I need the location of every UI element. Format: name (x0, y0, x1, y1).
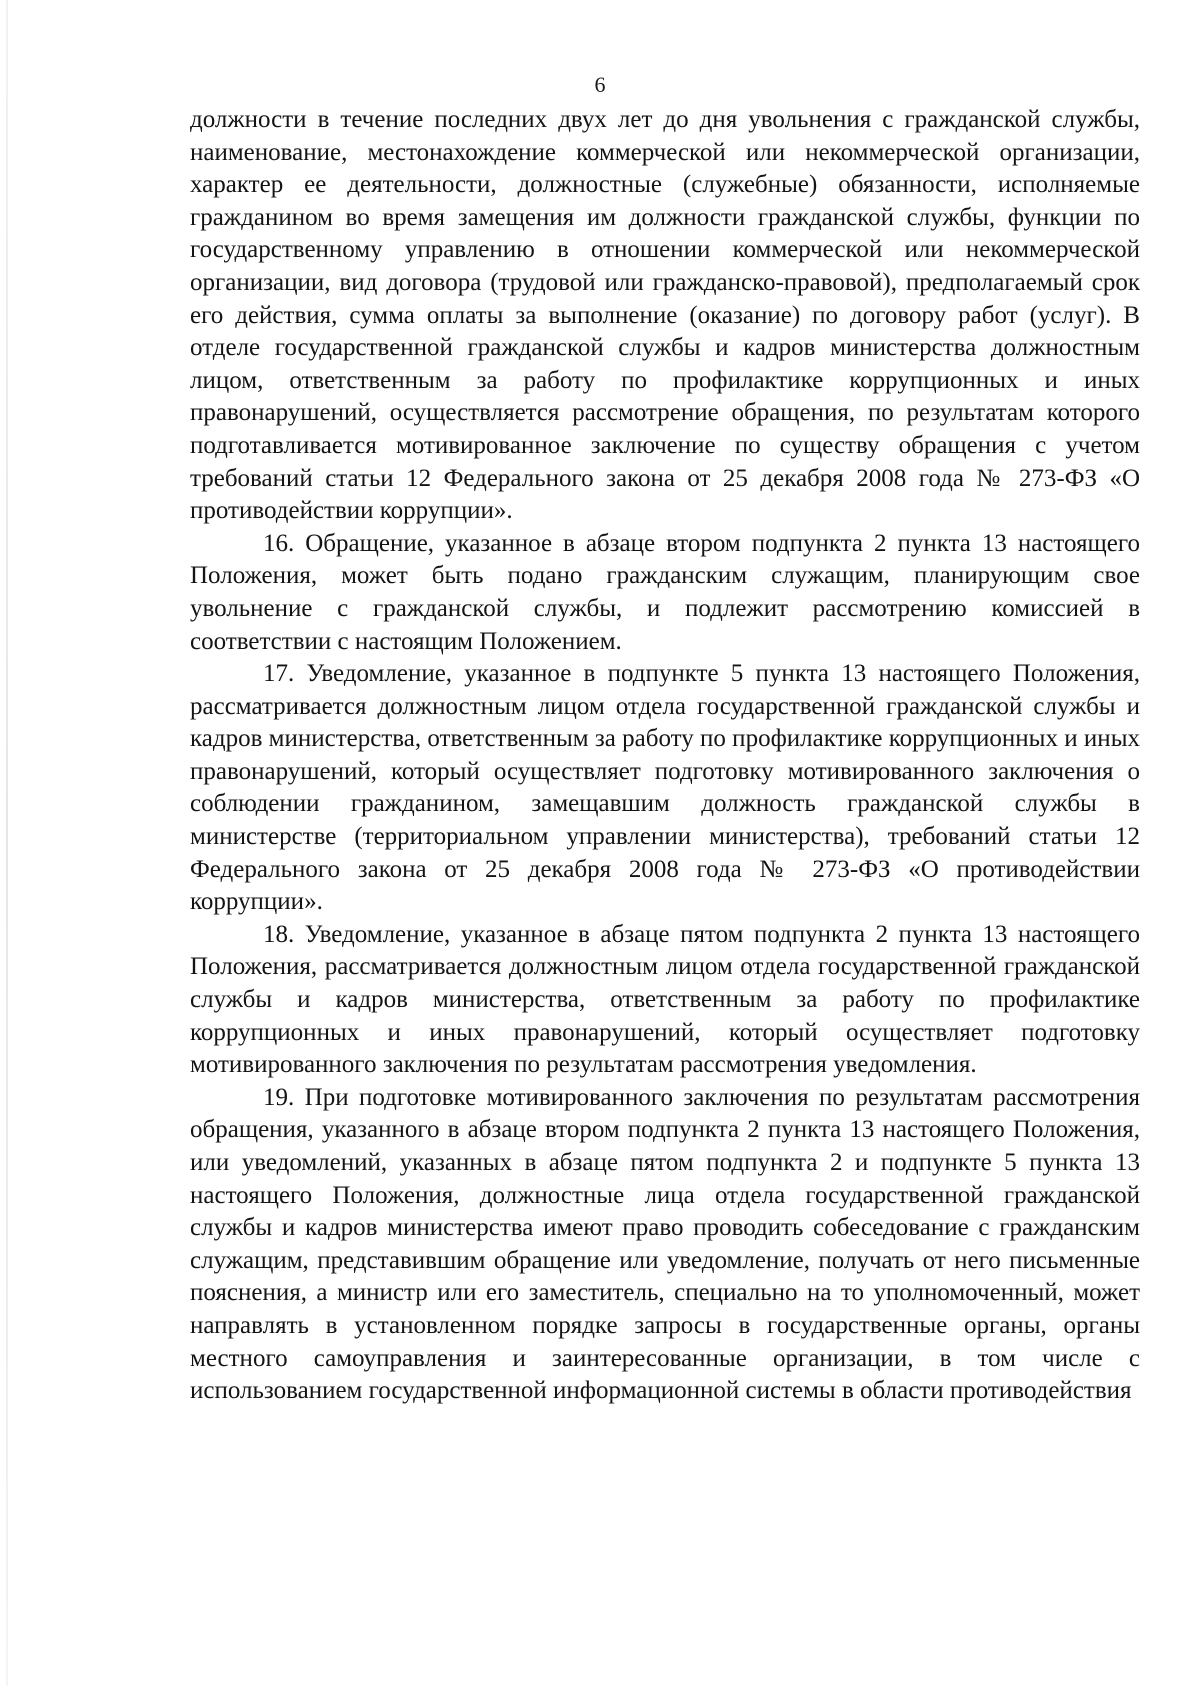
page-number: 6 (594, 72, 606, 97)
paragraph-19: 19. При подготовке мотивированного заключения по результатам рассмотрения обращения, указанного в абзаце втором подпункта 2 пункта 13 настоящего Положения, или уведомлений, указанных в абзаце пятом подпункта 2 и подпункте 5 пункта 13 настоящего Положения, должностные лица отдела государственной гражданской службы и кадров министерства имеют право проводить собеседование с гражданским служащим, представившим обращение или уведомление, получать от него письменные пояснения, а министр или его заместитель, специально на то уполномоченный, может направлять в установленном порядке запросы в государственные органы, органы местного самоуправления и заинтересованные организации, в том числе с использованием государственной информационной системы в области противодействия (190, 1083, 1140, 1405)
paragraph-17: 17. Уведомление, указанное в подпункте 5 пункта 13 настоящего Положения, рассматривается должностным лицом отдела государственной гражданской службы и кадров министерства, ответственным за работу по профилактике коррупционных и иных правонарушений, который осуществляет подготовку мотивированного заключения о соблюдении гражданином, замещавшим должность гражданской службы в министерстве (территориальном управлении министерства), требований статьи 12 Федерального закона от 25 декабря 2008 года № 273-ФЗ «О противодействии коррупции». (190, 660, 1140, 916)
paragraph-18: 18. Уведомление, указанное в абзаце пятом подпункта 2 пункта 13 настоящего Положения, рассматривается должностным лицом отдела государственной гражданской службы и кадров министерства, ответственным за работу по профилактике коррупционных и иных правонарушений, который осуществляет подготовку мотивированного заключения по результатам рассмотрения уведомления. (190, 920, 1140, 1079)
scan-edge-line (6, 0, 8, 1686)
paragraph-16: 16. Обращение, указанное в абзаце втором подпункта 2 пункта 13 настоящего Положения, может быть подано гражданским служащим, планирующим свое увольнение с гражданской службы, и подлежит рассмотрению комиссией в соответствии с настоящим Положением. (190, 529, 1140, 655)
paragraph-continuation: должности в течение последних двух лет до дня увольнения с гражданской службы, наименование, местонахождение коммерческой или некоммерческой организации, характер ее деятельности, должностные (служебные) обязанности, исполняемые гражданином во время замещения им должности гражданской службы, функции по государственному управлению в отношении коммерческой или некоммерческой организации, вид договора (трудовой или гражданско-правовой), предполагаемый срок его действия, сумма оплаты за выполнение (оказание) по договору работ (услуг). В отделе государственной гражданской службы и кадров министерства должностным лицом, ответственным за работу по профилактике коррупционных и иных правонарушений, осуществляется рассмотрение обращения, по результатам которого подготавливается мотивированное заключение по существу обращения с учетом требований статьи 12 Федерального закона от 25 декабря 2008 года № 273-ФЗ «О противодействии коррупции». (190, 106, 1140, 525)
document-body (190, 104, 1140, 1408)
